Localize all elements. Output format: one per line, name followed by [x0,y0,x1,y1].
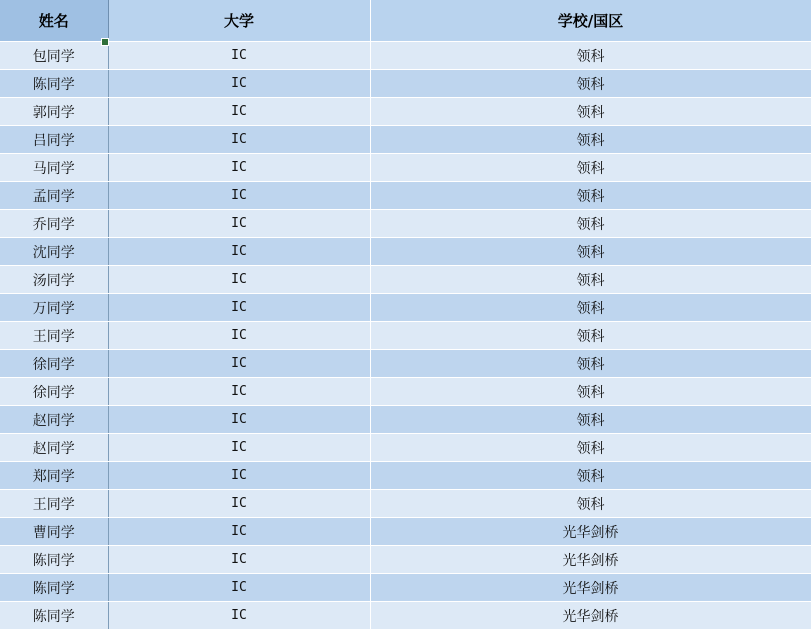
cell-school[interactable]: 光华剑桥 [370,546,811,574]
cell-school[interactable]: 光华剑桥 [370,602,811,629]
cell-name[interactable]: 陈同学 [0,70,108,98]
table-row [0,238,811,266]
cell-university[interactable]: IC [108,294,370,322]
cell-university[interactable]: IC [108,126,370,154]
table-row [0,98,811,126]
cell-name[interactable]: 陈同学 [0,602,108,629]
table-row [0,602,811,629]
cell-school[interactable]: 领科 [370,42,811,70]
table-row [0,182,811,210]
cell-name[interactable]: 郑同学 [0,462,108,490]
cell-university[interactable]: IC [108,574,370,602]
table-row [0,574,811,602]
cell-name[interactable]: 徐同学 [0,350,108,378]
cell-name[interactable]: 郭同学 [0,98,108,126]
cell-university[interactable]: IC [108,350,370,378]
cell-name[interactable]: 乔同学 [0,210,108,238]
cell-university[interactable]: IC [108,98,370,126]
cell-school[interactable]: 领科 [370,182,811,210]
cell-university[interactable]: IC [108,434,370,462]
cell-school[interactable]: 领科 [370,322,811,350]
cell-name[interactable]: 陈同学 [0,546,108,574]
cell-name[interactable]: 吕同学 [0,126,108,154]
cell-university[interactable]: IC [108,462,370,490]
cell-university[interactable]: IC [108,518,370,546]
table-row [0,154,811,182]
cell-name[interactable]: 汤同学 [0,266,108,294]
cell-name[interactable]: 沈同学 [0,238,108,266]
table-row [0,70,811,98]
cell-school[interactable]: 领科 [370,350,811,378]
cell-school[interactable]: 领科 [370,154,811,182]
cell-name[interactable]: 孟同学 [0,182,108,210]
table-row [0,322,811,350]
cell-school[interactable]: 领科 [370,266,811,294]
header-cell-school[interactable]: 学校/国区 [370,0,811,42]
cell-school[interactable]: 光华剑桥 [370,574,811,602]
cell-university[interactable]: IC [108,378,370,406]
cell-school[interactable]: 领科 [370,490,811,518]
cell-university[interactable]: IC [108,602,370,629]
table-row [0,266,811,294]
table-row [0,490,811,518]
table-row [0,518,811,546]
cell-name[interactable]: 陈同学 [0,574,108,602]
cell-school[interactable]: 领科 [370,462,811,490]
table-row [0,210,811,238]
cell-school[interactable]: 领科 [370,238,811,266]
cell-name[interactable]: 包同学 [0,42,108,70]
cell-name[interactable]: 徐同学 [0,378,108,406]
table-row [0,462,811,490]
cell-school[interactable]: 领科 [370,406,811,434]
cell-university[interactable]: IC [108,546,370,574]
cell-university[interactable]: IC [108,210,370,238]
selection-fill-handle[interactable] [101,38,109,46]
cell-university[interactable]: IC [108,42,370,70]
cell-school[interactable]: 领科 [370,98,811,126]
cell-university[interactable]: IC [108,322,370,350]
table-row [0,294,811,322]
cell-name[interactable]: 王同学 [0,322,108,350]
cell-university[interactable]: IC [108,406,370,434]
cell-university[interactable]: IC [108,182,370,210]
table-row [0,406,811,434]
cell-school[interactable]: 光华剑桥 [370,518,811,546]
cell-name[interactable]: 曹同学 [0,518,108,546]
table-row [0,350,811,378]
table-row [0,378,811,406]
table-row [0,434,811,462]
cell-university[interactable]: IC [108,154,370,182]
cell-university[interactable]: IC [108,238,370,266]
cell-name[interactable]: 马同学 [0,154,108,182]
header-row [0,0,811,42]
cell-university[interactable]: IC [108,70,370,98]
cell-name[interactable]: 万同学 [0,294,108,322]
cell-name[interactable]: 王同学 [0,490,108,518]
header-cell-name[interactable]: 姓名 [0,0,108,42]
cell-school[interactable]: 领科 [370,210,811,238]
table-row [0,546,811,574]
header-cell-university[interactable]: 大学 [108,0,370,42]
table-body [0,42,811,629]
cell-school[interactable]: 领科 [370,294,811,322]
cell-school[interactable]: 领科 [370,70,811,98]
cell-university[interactable]: IC [108,266,370,294]
cell-university[interactable]: IC [108,490,370,518]
cell-name[interactable]: 赵同学 [0,434,108,462]
cell-school[interactable]: 领科 [370,434,811,462]
table-row [0,126,811,154]
table-row [0,42,811,70]
cell-school[interactable]: 领科 [370,126,811,154]
cell-name[interactable]: 赵同学 [0,406,108,434]
cell-school[interactable]: 领科 [370,378,811,406]
